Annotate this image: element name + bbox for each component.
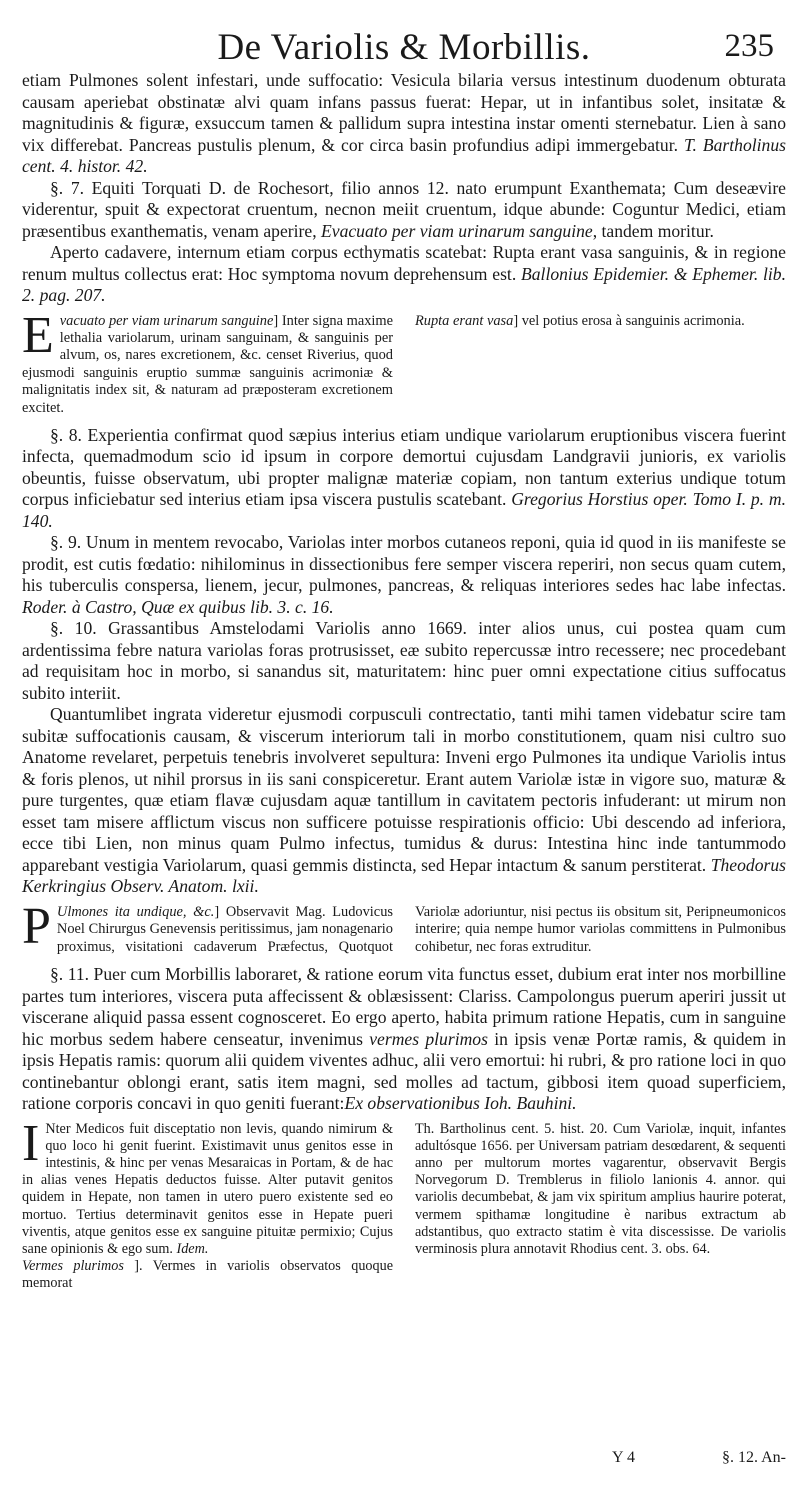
annotations-block-1 bbox=[22, 306, 786, 417]
citation: Idem. bbox=[176, 1241, 209, 1258]
annotation-text: ] Inter signa maxime lethalia variolarum, urinam sanguinam, & sanguinis per alvum, os, nares excretionem, &c. censet Riverius, quod ejusmodi sanguinis eruptio summæ sanguinis acrimoniæ & malignitatis index sit, & naturam ad præposteram excretionem excitet. bbox=[22, 312, 394, 416]
paragraph bbox=[22, 704, 786, 898]
main-text-lower bbox=[22, 964, 786, 1115]
annotations-block-3 bbox=[22, 1114, 786, 1293]
citation: Ballonius Epidemier. & Ephemer. lib. 2. pag. 207. bbox=[22, 263, 786, 305]
page-number: 235 bbox=[724, 28, 774, 64]
paragraph bbox=[22, 70, 786, 178]
citation: Gregorius Horstius oper. Tomo I. p. m. 140. bbox=[22, 489, 786, 531]
lemma: Vermes plurimos bbox=[22, 1258, 124, 1275]
paragraph-text: §. 9. Unum in mentem revocabo, Variolas inter morbos cutaneos reponi, quia id quod in iis manifeste se prodit, est cutis fœdatio: nihilominus in dissectionibus fere semper viscera reperiri, non secus quam cutem, his tuberculis conspersa, lienem, jecur, pulmones, pancreas, & reliquas interiores sedes hac labe infectas. bbox=[22, 532, 786, 596]
page-header bbox=[22, 18, 786, 70]
lemma: vacuato per viam urinarum sanguine bbox=[59, 312, 274, 329]
paragraph-text: etiam Pulmones solent infestari, unde suffocatio: Vesicula bilaria versus intestinum duodenum obturata causam aperiebat obstinatæ alvi quam infans passus fuerat: Hepar, ut in infantibus solet, insitatæ & magnitudinis & figuræ, exsuccum tamen & pallidum supra intestina instar omenti sternebatur. Lien à sano vix differebat. Pancreas pustulis plenum, & cor circa basin profundius adipi immergebatur. bbox=[22, 70, 786, 155]
drop-capital: E bbox=[22, 306, 54, 364]
citation: Roder. à Castro, Quæ ex quibus lib. 3. c. 16. bbox=[22, 596, 334, 617]
citation: Ex observationibus Ioh. Bauhini. bbox=[344, 1093, 577, 1114]
citation: Theodorus Kerkringius Observ. Anatom. lxii. bbox=[22, 854, 786, 897]
annotation-text: ] Observavit Mag. Ludovicus Noel Chirurgus Genevensis peritissimus, jam nonagenario proximus, visitationi cadaverum Præfectus, Quotquot Variolæ adoriuntur, nisi pectus iis obsitum sit, Peripneumonicos interire; quia nempe humor variolas committens in Pulmonibus cohibetur, nec foras extruditur. bbox=[56, 903, 786, 955]
annotation-text: Th. Bartholinus cent. 5. hist. 20. Cum Variolæ, inquit, infantes adultósque 1656. per Universam patriam desœdarent, & sequenti anno per multorum mortes vagarentur, observavit Bergis Norvegorum D. Tremblerus in filiolo lanionis 4. annor. qui variolis decumbebat, & jam vix spiritum amplius haurire poterat, vermem spithamæ longitudine è naribus extractum ab adstantibus, quo extracto statim è vita discessisse. De variolis verminosis plura annotavit Rhodius cent. 3. obs. 64. bbox=[415, 1120, 786, 1258]
italic-phrase: vermes plurimos bbox=[369, 1028, 488, 1049]
annotation-column-right bbox=[415, 1121, 786, 1293]
paragraph-text: in ipsis venæ Portæ ramis, & quidem in ipsis Hepatis ramis: quorum alii quidem viventes adhuc, alii vero emortui: hi rubri, & pro ratione loci in quo continebantur oblongi erant, satis item magni, sed molles ad tactum, gibbosi item quoad superficiem, ratione corporis concavi in quo geniti fuerant: bbox=[22, 1028, 787, 1114]
paragraph-text: Quantumlibet ingrata videretur ejusmodi corpusculi contrectatio, tanti mihi tamen videbatur scire tam subitæ suffocationis causam, & viscerum interiorum tali in morbo constitutionem, quam nisi cultro suo Anatome revelaret, perpetuis tenebris involveret sepultura: Inveni ergo Pulmones ita undique Variolis intus & foris plenos, ut nihil prorsus in iis sani conspiceretur. Erant autem Variolæ istæ in vigore suo, maturæ & pure turgentes, quæ etiam flavæ cujusdam aquæ tantillum in cavitatem pectoris infuderant: ut mirum non esset tam misere afflictum viscus non sufficere potuisse respirationis officio: Ubi descendo ad inferiora, ecce tibi Lien, non minus quam Pulmo infectus, tumidus & durus: Intestina hinc inde tantummodo apparebant vestigia Variolarum, quasi gemmis distincta, sed Hepar intactum & sanum perstiterat. bbox=[22, 704, 786, 875]
drop-capital: I bbox=[22, 1114, 40, 1172]
paragraph-text: §. 10. Grassantibus Amstelodami Variolis anno 1669. inter alios unus, cui postea quam cum ardentissima febre natura variolas foras protrusisset, eæ subito repercussæ intro recessere; nec procedebant ad requisitam hoc in morbo, si sanandus sit, maturitatem: hinc puer omni expectatione citius suffocatus subito interiit. bbox=[22, 618, 786, 703]
annotation-text: ] vel potius erosa à sanguinis acrimonia. bbox=[513, 312, 745, 329]
paragraph bbox=[22, 178, 786, 243]
annotation-column-right bbox=[415, 313, 786, 417]
paragraph bbox=[22, 425, 786, 533]
catchword: §. 12. An- bbox=[722, 1449, 786, 1466]
paragraph bbox=[22, 532, 786, 618]
paragraph bbox=[22, 618, 786, 704]
annotation-column bbox=[22, 897, 786, 956]
annotation-column-left bbox=[22, 1114, 393, 1293]
annotation-text: ]. Vermes in variolis observatos quoque memorat bbox=[22, 1258, 393, 1292]
lemma: Ulmones ita undique, &c. bbox=[56, 903, 215, 920]
annotation-column-left bbox=[22, 306, 394, 417]
lemma: Rupta erant vasa bbox=[415, 312, 514, 329]
page-footer bbox=[22, 1449, 786, 1475]
annotations-block-2 bbox=[22, 897, 786, 956]
paragraph-text: , tandem moritur. bbox=[592, 220, 714, 241]
annotation-text: Nter Medicos fuit disceptatio non levis, quando nimirum & quo loco hi genit fuerint. Existimavit unus genitos esse in intestinis, & hinc per venas Mesaraicas in Portam, & de hac in alias venes Hepatis deductos fuisse. Alter putavit genitos quidem in Hepate, non tamen in utero puero existente sed eo mortuo. Tertius determinavit genitos esse in Hepate pueri viventis, atque genitos esse ex sanguine pituitæ permixio; Cujus sane opinionis & ego sum. bbox=[22, 1120, 393, 1258]
main-text-upper bbox=[22, 70, 786, 307]
running-title: De Variolis & Morbillis. bbox=[217, 27, 591, 68]
paragraph bbox=[22, 242, 786, 307]
signature-mark: Y 4 bbox=[612, 1449, 635, 1466]
italic-phrase: Evacuato per viam urinarum sanguine bbox=[321, 220, 593, 241]
paragraph-text: §. 8. Experientia confirmat quod sæpius interius etiam undique variolarum eruptionibus viscera fuerint infecta, quemadmodum scio id ipsum in corpore demortui cujusdam Landgravii junioris, ex variolis obeuntis, fuisse observatum, ubi propter malignæ materiæ copiam, non tantum exterius undique totum corpus inficiebatur sed interius etiam ipsa viscera pustulis scatebant. bbox=[22, 424, 786, 510]
paragraph-text: Aperto cadavere, internum etiam corpus ecthymatis scatebat: Rupta erant vasa sanguinis, & in regione renum multus collectus erat: Hoc symptoma novum deprehensum est. bbox=[22, 242, 786, 284]
main-text-middle bbox=[22, 425, 786, 898]
citation: T. Bartholinus cent. 4. histor. 42. bbox=[22, 134, 786, 176]
paragraph-text: §. 7. Equiti Torquati D. de Rochesort, filio annos 12. nato erumpunt Exanthemata; Cum deseævire viderentur, spuit & expectorat cruentum, necnon meiit cruentum, idque abunde: Coguntur Medici, etiam præsentibus exanthematis, venam aperire, bbox=[22, 177, 786, 241]
paragraph bbox=[22, 964, 786, 1115]
drop-capital: P bbox=[22, 897, 51, 955]
paragraph-text: §. 11. Puer cum Morbillis laboraret, & ratione eorum vita functus esset, dubium erat inter nos morbilline partes tum interiores, viscera puta affecissent & oblæsissent: Clariss. Campolongus puerum aperiri jussit ut viscerane aliquid passa essent cognosceret. Eo ergo aperto, habita primum ratione Hepatis, cum in sanguine hic morbus sedem habere censeatur, invenimus bbox=[22, 964, 786, 1049]
